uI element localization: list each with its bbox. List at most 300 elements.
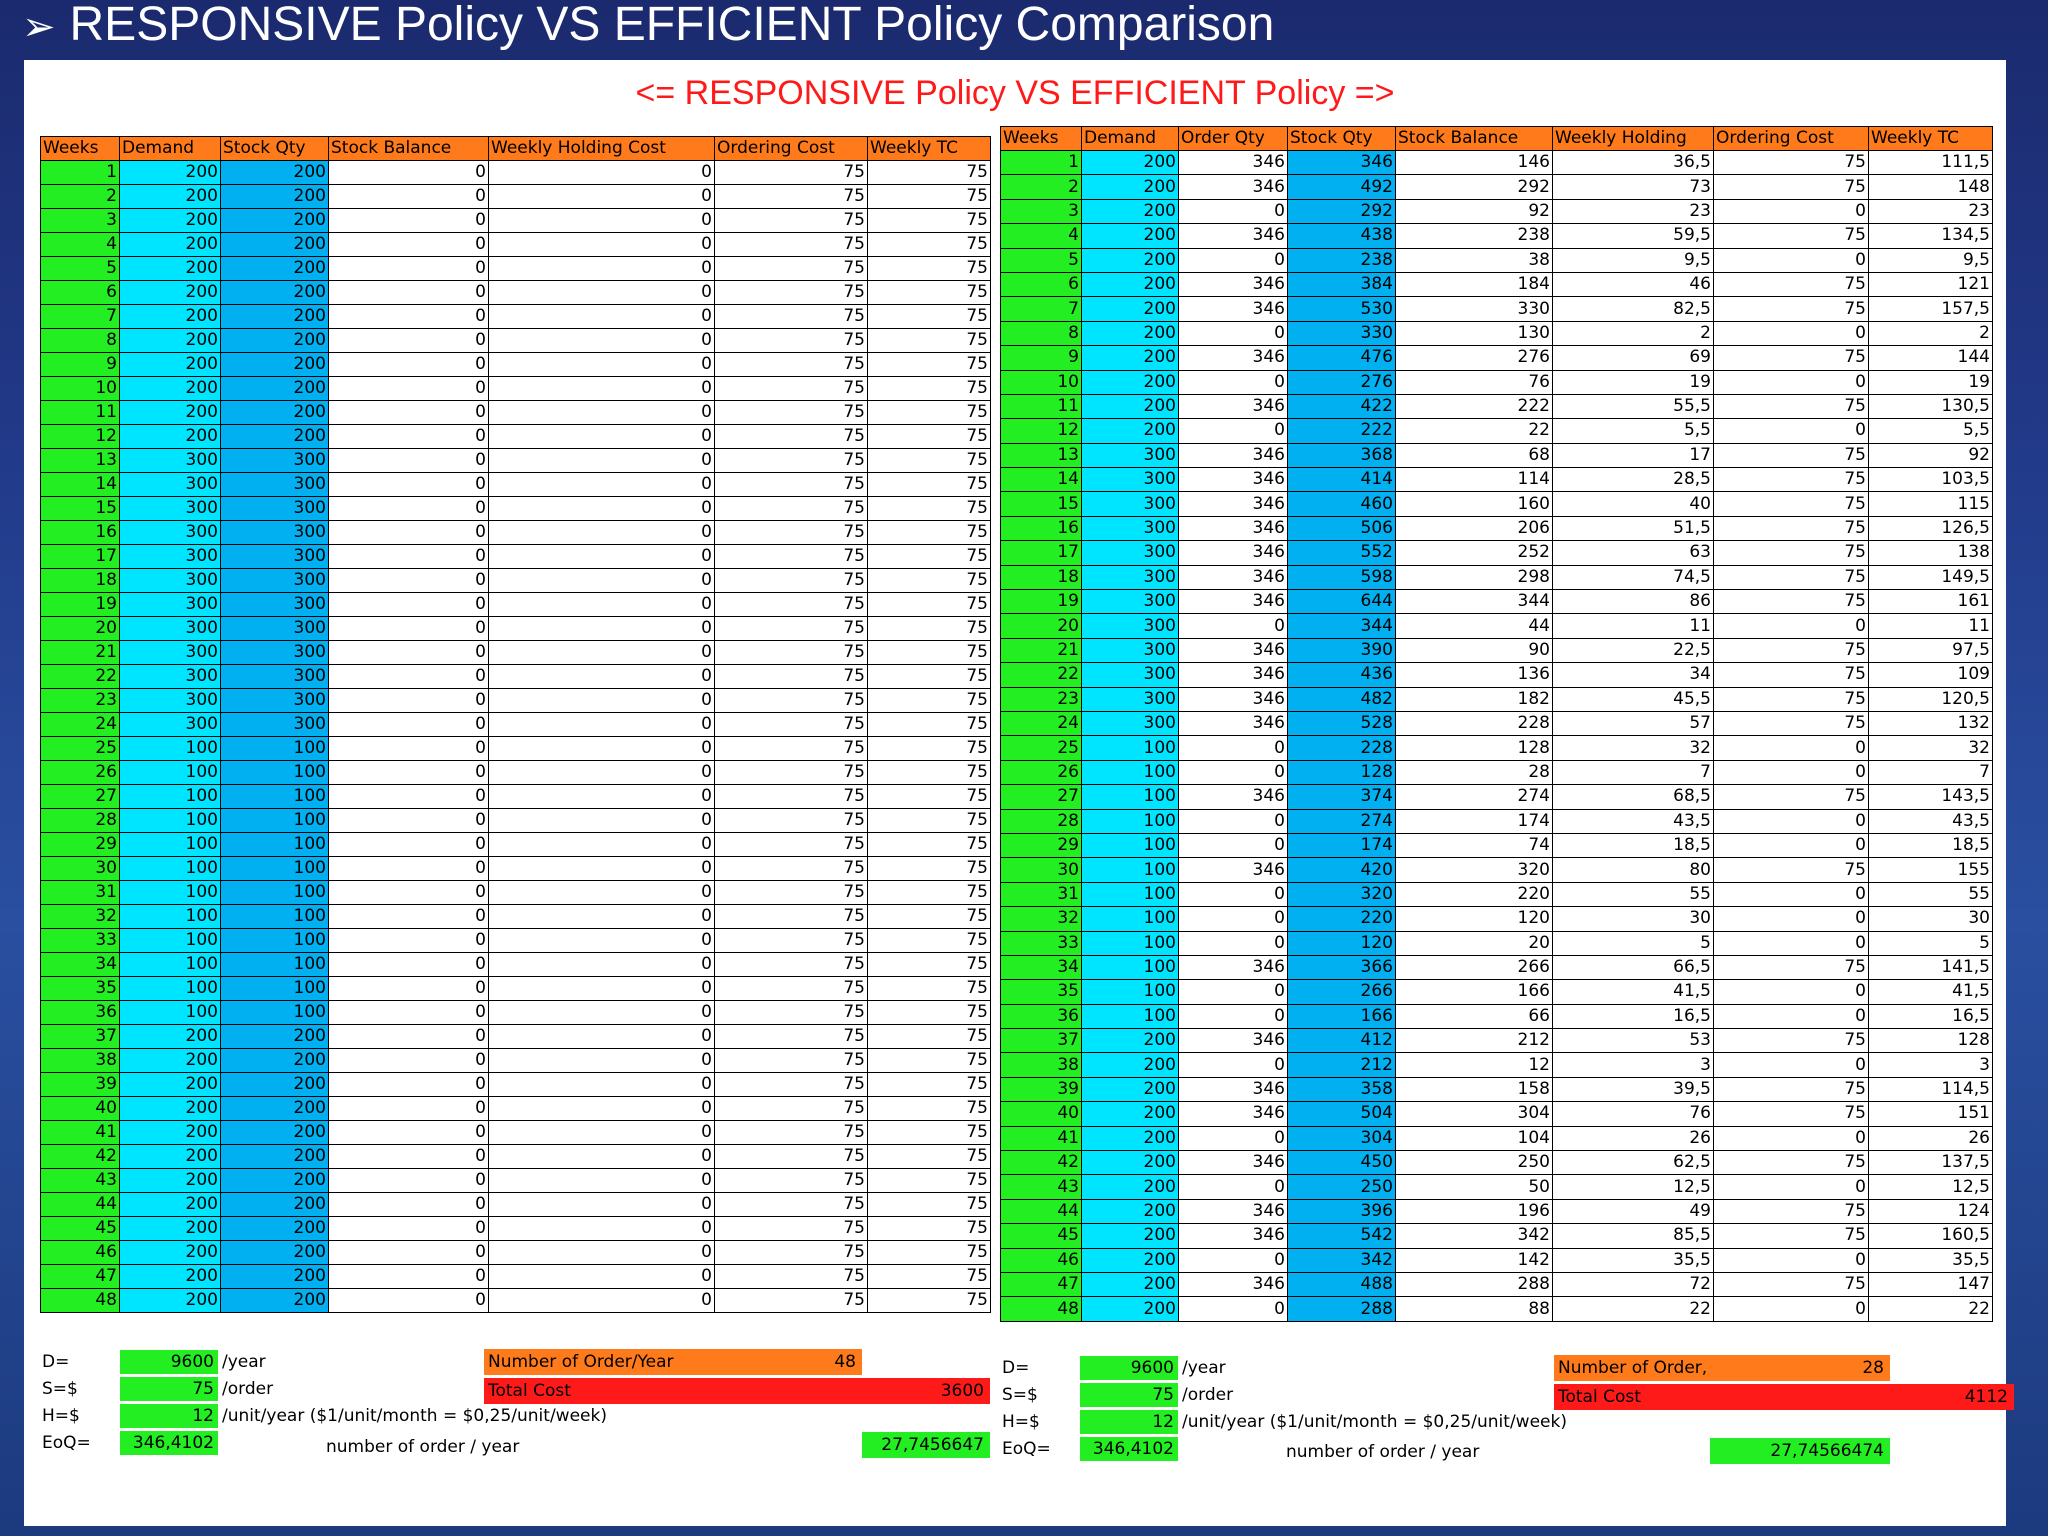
table-cell: 100 [120,953,221,977]
table-cell: 16,5 [1869,1004,1993,1028]
table-row [1001,394,1993,418]
column-header: Weekly TC [868,137,991,161]
table-cell: 90 [1396,638,1553,662]
table-cell: 0 [489,449,715,473]
table-row [1001,833,1993,857]
table-cell: 76 [1396,370,1553,394]
table-row [1001,1004,1993,1028]
table-cell: 43 [41,1169,120,1193]
table-cell: 38 [1001,1053,1082,1077]
table-cell: 0 [1714,321,1869,345]
table-cell: 134,5 [1869,224,1993,248]
table-cell: 300 [120,617,221,641]
table-cell: 75 [715,857,868,881]
table-cell: 200 [120,1145,221,1169]
table-cell: 200 [120,1265,221,1289]
table-cell: 14 [41,473,120,497]
table-cell: 36,5 [1553,151,1714,175]
table-cell: 100 [120,977,221,1001]
table-row [41,1097,991,1121]
table-cell: 9,5 [1869,248,1993,272]
table-cell: 43,5 [1553,809,1714,833]
table-cell: 0 [489,257,715,281]
efficient-total-cost [1554,1384,2014,1410]
table-cell: 100 [221,881,329,905]
table-cell: 75 [715,737,868,761]
table-row [1001,297,1993,321]
responsive-orders-per-year-label: number of order / year [326,1437,520,1457]
table-cell: 346 [1179,565,1288,589]
table-cell: 40 [1553,492,1714,516]
table-cell: 34 [41,953,120,977]
table-cell: 7 [1001,297,1082,321]
table-cell: 100 [221,929,329,953]
table-cell: 346 [1179,516,1288,540]
table-cell: 368 [1288,443,1396,467]
table-cell: 0 [329,617,489,641]
table-cell: 75 [868,641,991,665]
table-cell: 200 [221,257,329,281]
table-row [41,377,991,401]
param-value: 75 [120,1377,218,1401]
table-cell: 0 [329,1025,489,1049]
table-cell: 75 [868,1169,991,1193]
table-cell: 57 [1553,711,1714,735]
table-cell: 6 [41,281,120,305]
table-cell: 598 [1288,565,1396,589]
table-cell: 48 [1001,1297,1082,1321]
table-cell: 75 [868,1193,991,1217]
table-cell: 0 [1179,1248,1288,1272]
table-row [1001,1272,1993,1296]
table-cell: 346 [1179,492,1288,516]
table-cell: 75 [868,233,991,257]
table-row [1001,785,1993,809]
table-cell: 552 [1288,541,1396,565]
table-cell: 75 [868,1241,991,1265]
table-cell: 0 [329,305,489,329]
table-cell: 75 [715,545,868,569]
table-row [41,161,991,185]
table-cell: 75 [715,305,868,329]
table-cell: 100 [221,833,329,857]
table-cell: 8 [41,329,120,353]
table-cell: 274 [1288,809,1396,833]
table-cell: 75 [868,329,991,353]
table-row [41,401,991,425]
table-cell: 75 [715,353,868,377]
table-cell: 0 [489,737,715,761]
table-cell: 250 [1288,1175,1396,1199]
table-cell: 21 [1001,638,1082,662]
table-cell: 0 [1179,419,1288,443]
table-cell: 206 [1396,516,1553,540]
column-header: Weekly TC [1869,127,1993,151]
table-cell: 0 [489,881,715,905]
table-cell: 250 [1396,1151,1553,1175]
table-cell: 0 [489,1217,715,1241]
table-cell: 200 [120,281,221,305]
table-cell: 24 [41,713,120,737]
table-cell: 300 [221,545,329,569]
table-cell: 18 [1001,565,1082,589]
param-label: D= [1002,1358,1030,1378]
table-row [1001,809,1993,833]
table-cell: 0 [1179,321,1288,345]
table-row [41,449,991,473]
table-cell: 12,5 [1553,1175,1714,1199]
table-cell: 0 [1179,833,1288,857]
table-cell: 31 [1001,882,1082,906]
table-cell: 75 [715,257,868,281]
table-cell: 5 [41,257,120,281]
table-cell: 436 [1288,663,1396,687]
table-cell: 100 [120,761,221,785]
table-row [1001,663,1993,687]
table-row [1001,565,1993,589]
table-cell: 23 [1553,199,1714,223]
table-cell: 300 [120,569,221,593]
table-cell: 0 [489,185,715,209]
table-cell: 0 [489,641,715,665]
table-cell: 28 [41,809,120,833]
table-cell: 0 [329,1265,489,1289]
table-row [1001,590,1993,614]
table-cell: 16 [41,521,120,545]
param-value: 346,4102 [120,1431,218,1455]
table-cell: 220 [1288,907,1396,931]
table-cell: 200 [120,161,221,185]
table-row [41,809,991,833]
table-cell: 412 [1288,1029,1396,1053]
table-cell: 75 [1714,955,1869,979]
table-cell: 30 [41,857,120,881]
table-cell: 75 [1714,638,1869,662]
param-value: 12 [1080,1410,1178,1434]
table-cell: 346 [1179,1199,1288,1223]
table-cell: 12 [41,425,120,449]
table-cell: 0 [1179,736,1288,760]
table-cell: 166 [1396,980,1553,1004]
table-cell: 25 [1001,736,1082,760]
table-cell: 0 [1179,1004,1288,1028]
table-cell: 75 [868,185,991,209]
table-cell: 0 [329,233,489,257]
param-value: 9600 [1080,1356,1178,1380]
table-cell: 0 [489,1289,715,1313]
table-cell: 300 [1082,468,1179,492]
table-cell: 200 [1082,272,1179,296]
efficient-number-of-orders [1554,1355,1890,1381]
table-cell: 276 [1396,346,1553,370]
table-cell: 0 [489,1145,715,1169]
table-cell: 200 [1082,1077,1179,1101]
table-cell: 149,5 [1869,565,1993,589]
table-cell: 14 [1001,468,1082,492]
table-cell: 75 [1714,1077,1869,1101]
table-cell: 222 [1396,394,1553,418]
comparison-panel [24,60,2006,1526]
table-cell: 200 [1082,346,1179,370]
table-cell: 0 [329,545,489,569]
table-cell: 11 [1869,614,1993,638]
table-cell: 51,5 [1553,516,1714,540]
table-cell: 0 [489,761,715,785]
table-cell: 346 [1179,1029,1288,1053]
table-cell: 7 [1869,760,1993,784]
table-row [41,209,991,233]
param-value: 75 [1080,1383,1178,1407]
table-cell: 104 [1396,1126,1553,1150]
table-cell: 358 [1288,1077,1396,1101]
table-cell: 75 [868,953,991,977]
table-cell: 200 [1082,1297,1179,1321]
table-cell: 0 [329,881,489,905]
table-cell: 0 [329,1121,489,1145]
table-cell: 100 [221,1001,329,1025]
table-cell: 22 [1869,1297,1993,1321]
table-cell: 114,5 [1869,1077,1993,1101]
table-cell: 300 [120,497,221,521]
table-cell: 120 [1396,907,1553,931]
table-cell: 75 [1714,541,1869,565]
table-cell: 75 [1714,346,1869,370]
table-cell: 184 [1396,272,1553,296]
table-cell: 100 [1082,760,1179,784]
table-cell: 300 [1082,590,1179,614]
table-cell: 75 [715,521,868,545]
table-cell: 0 [1714,907,1869,931]
table-cell: 0 [329,1217,489,1241]
table-cell: 41,5 [1869,980,1993,1004]
table-cell: 100 [1082,955,1179,979]
table-cell: 298 [1396,565,1553,589]
table-row [1001,492,1993,516]
table-cell: 0 [329,689,489,713]
table-cell: 200 [221,401,329,425]
table-row [1001,1297,1993,1321]
table-cell: 158 [1396,1077,1553,1101]
table-cell: 40 [41,1097,120,1121]
table-cell: 266 [1396,955,1553,979]
table-cell: 200 [1082,151,1179,175]
table-cell: 346 [1179,590,1288,614]
table-cell: 13 [41,449,120,473]
table-cell: 346 [1179,297,1288,321]
table-cell: 75 [1714,151,1869,175]
table-cell: 29 [41,833,120,857]
table-cell: 0 [1179,370,1288,394]
table-cell: 41 [1001,1126,1082,1150]
table-cell: 200 [221,425,329,449]
table-cell: 0 [329,1073,489,1097]
table-cell: 200 [221,329,329,353]
table-row [1001,1248,1993,1272]
table-cell: 26 [1869,1126,1993,1150]
table-cell: 75 [868,497,991,521]
table-cell: 75 [715,233,868,257]
table-cell: 38 [1396,248,1553,272]
table-cell: 55 [1869,882,1993,906]
table-cell: 3 [1553,1053,1714,1077]
table-cell: 75 [868,521,991,545]
table-cell: 252 [1396,541,1553,565]
table-cell: 75 [1714,590,1869,614]
table-cell: 422 [1288,394,1396,418]
table-cell: 300 [221,449,329,473]
table-cell: 74,5 [1553,565,1714,589]
table-cell: 6 [1001,272,1082,296]
table-cell: 22 [41,665,120,689]
table-row [1001,1077,1993,1101]
table-cell: 200 [120,185,221,209]
table-row [41,1169,991,1193]
table-cell: 75 [1714,443,1869,467]
table-cell: 41,5 [1553,980,1714,1004]
table-cell: 0 [1714,370,1869,394]
table-cell: 62,5 [1553,1151,1714,1175]
table-cell: 124 [1869,1199,1993,1223]
table-row [1001,882,1993,906]
table-cell: 0 [489,473,715,497]
table-cell: 0 [489,401,715,425]
table-cell: 75 [715,281,868,305]
table-cell: 292 [1288,199,1396,223]
table-cell: 75 [715,689,868,713]
table-cell: 200 [221,209,329,233]
table-cell: 0 [489,569,715,593]
table-cell: 0 [1714,1297,1869,1321]
table-cell: 100 [221,977,329,1001]
table-cell: 476 [1288,346,1396,370]
table-cell: 75 [868,737,991,761]
table-cell: 0 [489,1241,715,1265]
param-value: 12 [120,1404,218,1428]
table-cell: 200 [120,1073,221,1097]
table-cell: 75 [868,545,991,569]
param-label: H=$ [42,1406,80,1426]
table-cell: 450 [1288,1151,1396,1175]
column-header: Demand [120,137,221,161]
table-cell: 75 [868,425,991,449]
table-cell: 32 [1553,736,1714,760]
table-cell: 5 [1553,931,1714,955]
table-cell: 0 [1714,1248,1869,1272]
table-cell: 75 [868,905,991,929]
table-cell: 0 [1714,1053,1869,1077]
param-label: EoQ= [1002,1439,1051,1459]
table-cell: 228 [1396,711,1553,735]
table-cell: 0 [1714,1126,1869,1150]
table-cell: 200 [221,1217,329,1241]
table-cell: 48 [41,1289,120,1313]
table-cell: 0 [329,209,489,233]
table-cell: 0 [1179,980,1288,1004]
table-row [41,257,991,281]
number-of-orders-label: Number of Order, [1558,1358,1708,1378]
efficient-header-row [1001,127,1993,151]
table-cell: 11 [1553,614,1714,638]
table-cell: 75 [715,713,868,737]
table-cell: 75 [715,617,868,641]
table-cell: 75 [715,161,868,185]
table-cell: 200 [1082,1175,1179,1199]
table-cell: 12 [1001,419,1082,443]
table-cell: 75 [715,473,868,497]
table-cell: 0 [489,689,715,713]
table-cell: 542 [1288,1224,1396,1248]
table-cell: 0 [1179,199,1288,223]
table-cell: 132 [1869,711,1993,735]
table-cell: 12,5 [1869,1175,1993,1199]
table-cell: 75 [715,1265,868,1289]
table-cell: 300 [221,641,329,665]
table-cell: 0 [329,953,489,977]
table-cell: 0 [329,257,489,281]
table-cell: 35,5 [1869,1248,1993,1272]
table-cell: 384 [1288,272,1396,296]
table-cell: 82,5 [1553,297,1714,321]
table-row [41,473,991,497]
table-row [1001,321,1993,345]
table-row [41,1025,991,1049]
table-cell: 276 [1288,370,1396,394]
table-cell: 68,5 [1553,785,1714,809]
table-cell: 151 [1869,1102,1993,1126]
table-row [1001,687,1993,711]
table-cell: 100 [221,761,329,785]
table-cell: 53 [1553,1029,1714,1053]
table-row [1001,516,1993,540]
table-cell: 11 [41,401,120,425]
table-cell: 0 [489,1193,715,1217]
table-cell: 75 [715,401,868,425]
table-cell: 100 [1082,736,1179,760]
table-cell: 32 [41,905,120,929]
table-cell: 66 [1396,1004,1553,1028]
table-cell: 0 [489,281,715,305]
table-cell: 75 [868,305,991,329]
table-cell: 0 [1714,980,1869,1004]
table-cell: 39 [1001,1077,1082,1101]
table-row [1001,468,1993,492]
table-cell: 0 [489,497,715,521]
table-cell: 0 [1714,931,1869,955]
table-cell: 300 [221,665,329,689]
table-cell: 55 [1553,882,1714,906]
table-cell: 0 [329,809,489,833]
table-cell: 128 [1396,736,1553,760]
table-cell: 0 [329,785,489,809]
table-cell: 0 [329,1145,489,1169]
table-cell: 121 [1869,272,1993,296]
table-cell: 5 [1001,248,1082,272]
table-cell: 0 [1714,248,1869,272]
table-cell: 346 [1179,1224,1288,1248]
table-cell: 320 [1396,858,1553,882]
table-cell: 75 [715,1169,868,1193]
table-cell: 75 [868,401,991,425]
table-cell: 166 [1288,1004,1396,1028]
table-row [1001,1053,1993,1077]
table-cell: 75 [715,569,868,593]
table-cell: 55,5 [1553,394,1714,418]
table-cell: 0 [1714,614,1869,638]
table-cell: 346 [1179,541,1288,565]
table-cell: 8 [1001,321,1082,345]
table-cell: 200 [1082,1199,1179,1223]
table-cell: 300 [120,641,221,665]
